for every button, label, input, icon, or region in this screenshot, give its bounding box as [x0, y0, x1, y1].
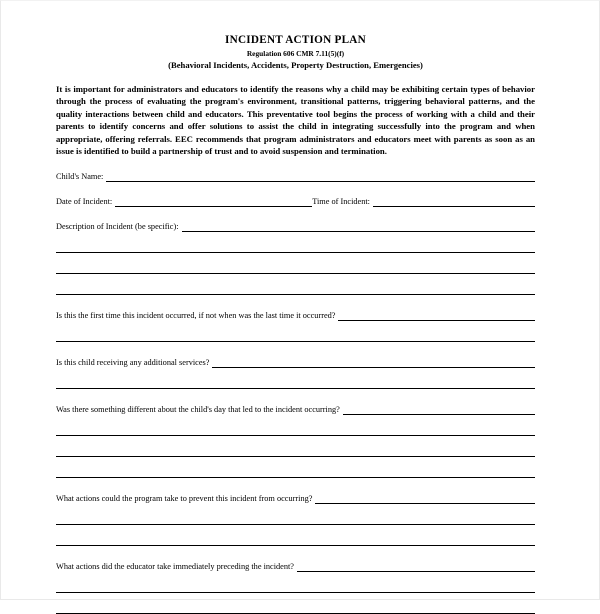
- question-input-4-line-3[interactable]: [56, 545, 535, 546]
- question-row-4: [56, 493, 535, 504]
- question-input-3-line-3[interactable]: [56, 456, 535, 457]
- question-label-1: Is this the first time this incident occurred, if not when was the last time it occurred?: [56, 311, 336, 321]
- question-row-3: [56, 404, 535, 415]
- question-input-3-line-2[interactable]: [56, 435, 535, 436]
- question-block-3: [56, 404, 535, 478]
- question-input-4-line-2[interactable]: [56, 524, 535, 525]
- description-label: Description of Incident (be specific):: [56, 222, 179, 232]
- intro-paragraph: It is important for administrators and educators to identify the reasons why a child may be exhibiting certain types of behavior through the process of evaluating the program's environment, transitional patterns, triggering behavioral patterns, and the quality interactions between child and educators. This preventative tool begins the process of working with a child and their parents to identify concerns and offer solutions to assist the child in integrating successfully into the program and when appropriate, offering referrals. EEC recommends that program administrators and educators meet with parents as soon as an issue is identified to build a partnership of trust and to avoid suspension and termination.: [56, 84, 535, 157]
- child-name-label: Child's Name:: [56, 172, 104, 182]
- description-input-line-1[interactable]: [182, 222, 535, 232]
- question-input-1-line-1[interactable]: [338, 311, 535, 321]
- field-row-date-time: [56, 196, 535, 207]
- question-input-3-line-1[interactable]: [343, 405, 535, 415]
- date-of-incident-input[interactable]: [115, 197, 312, 207]
- question-input-2-line-1[interactable]: [212, 358, 535, 368]
- question-input-5-line-1[interactable]: [297, 562, 535, 572]
- question-block-2: [56, 357, 535, 389]
- question-label-2: Is this child receiving any additional services?: [56, 358, 210, 368]
- question-label-3: Was there something different about the child's day that led to the incident occurring?: [56, 405, 340, 415]
- description-input-line-4[interactable]: [56, 294, 535, 295]
- question-row-5: [56, 561, 535, 572]
- question-row-2: [56, 357, 535, 368]
- question-input-5-line-2[interactable]: [56, 592, 535, 593]
- question-block-4: [56, 493, 535, 546]
- page-title: INCIDENT ACTION PLAN: [225, 34, 366, 46]
- child-name-input[interactable]: [106, 172, 535, 182]
- question-input-3-line-4[interactable]: [56, 477, 535, 478]
- document-scope-subtitle: (Behavioral Incidents, Accidents, Property Destruction, Emergencies): [168, 60, 423, 70]
- question-label-4: What actions could the program take to prevent this incident from occurring?: [56, 494, 313, 504]
- date-of-incident-label: Date of Incident:: [56, 197, 113, 207]
- time-of-incident-label: Time of Incident:: [312, 197, 370, 207]
- question-input-1-line-2[interactable]: [56, 341, 535, 342]
- question-row-1: [56, 310, 535, 321]
- form-fields: [56, 171, 535, 614]
- question-input-4-line-1[interactable]: [315, 494, 535, 504]
- description-input-line-2[interactable]: [56, 252, 535, 253]
- field-row-child-name: [56, 171, 535, 182]
- document-sheet: [56, 1, 535, 614]
- question-label-5: What actions did the educator take immediately preceding the incident?: [56, 562, 294, 572]
- question-block-5: [56, 561, 535, 614]
- regulation-citation: Regulation 606 CMR 7.11(5)(f): [246, 49, 345, 58]
- document-header: [56, 1, 535, 71]
- field-row-description: [56, 221, 535, 232]
- time-of-incident-input[interactable]: [373, 197, 535, 207]
- description-input-line-3[interactable]: [56, 273, 535, 274]
- question-block-1: [56, 310, 535, 342]
- question-input-2-line-2[interactable]: [56, 388, 535, 389]
